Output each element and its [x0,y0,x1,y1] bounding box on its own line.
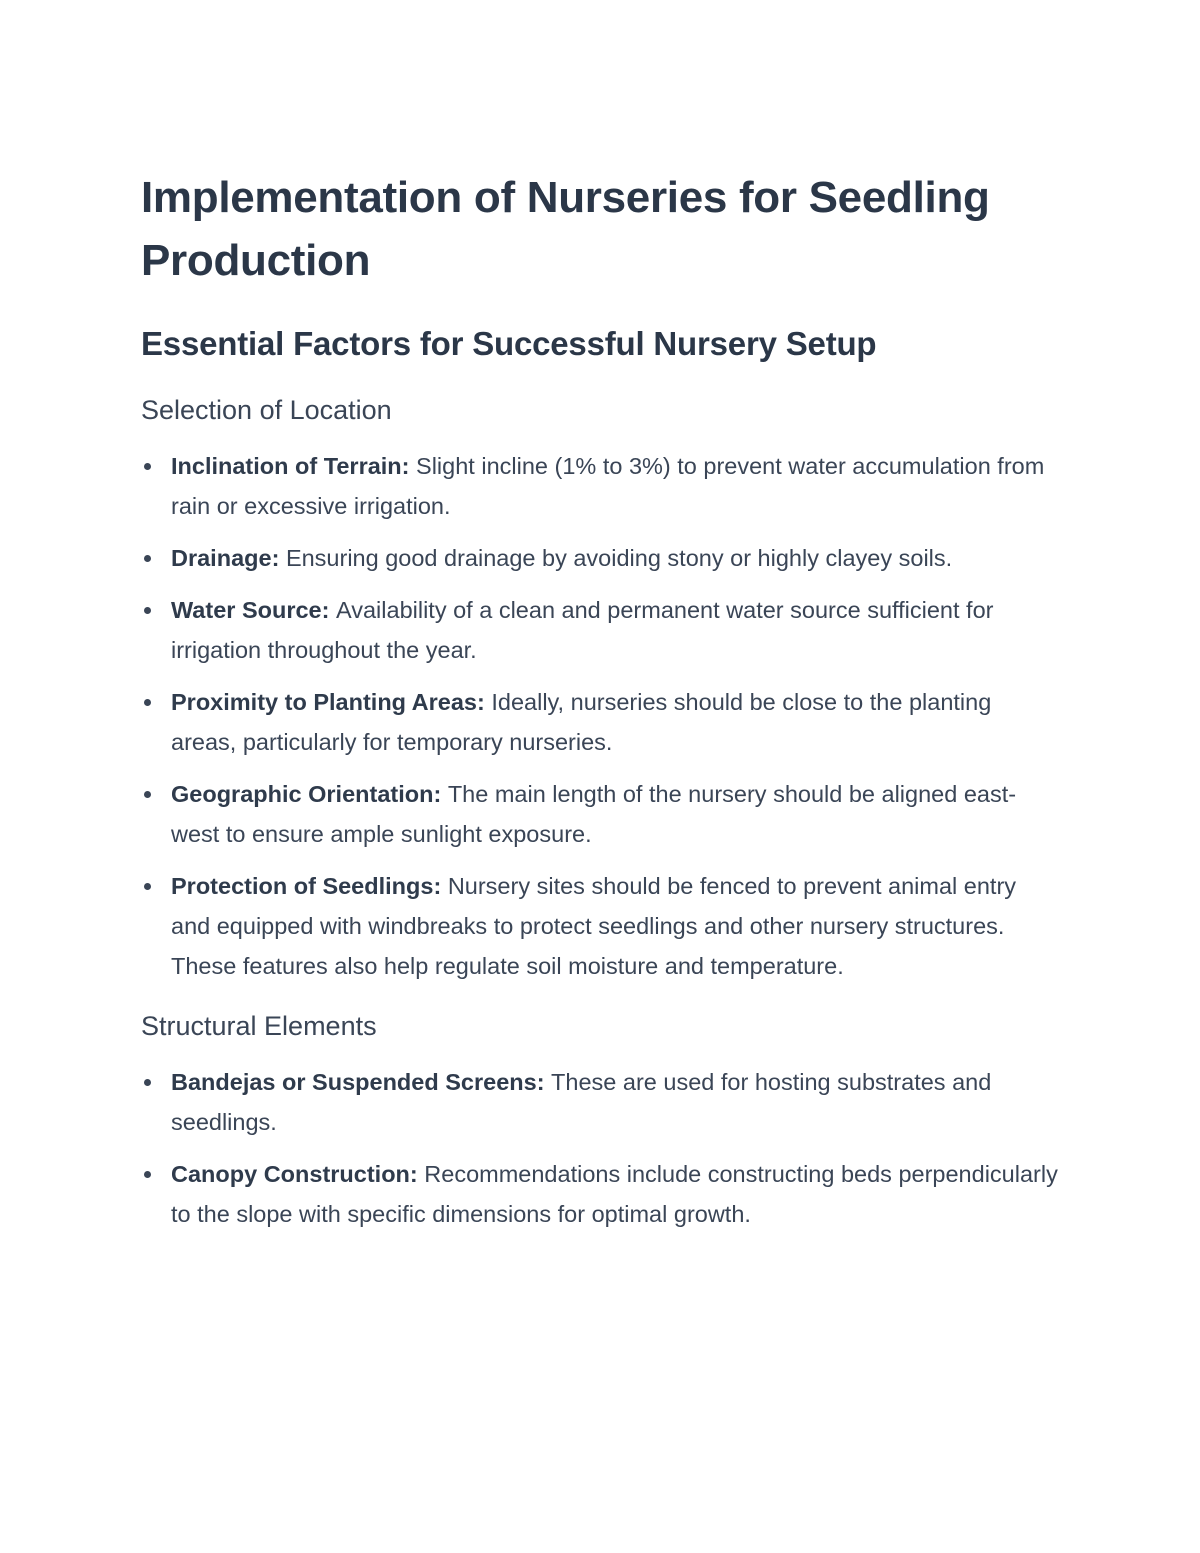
bullet-icon [144,699,151,706]
bullet-icon [144,1171,151,1178]
item-term: Protection of Seedlings [171,873,434,899]
item-term: Geographic Orientation [171,781,434,807]
list-item [141,774,1061,854]
subsection-heading-location: Selection of Location [141,395,392,425]
subsection-heading-structural: Structural Elements [141,1011,377,1041]
term-separator: : [401,453,417,479]
bullet-icon [144,791,151,798]
list-item [141,682,1061,762]
item-term: Bandejas or Suspended Screens [171,1069,537,1095]
list-item [141,866,1061,986]
item-term: Drainage [171,545,272,571]
section-heading: Essential Factors for Successful Nursery Setup [141,325,877,362]
bullet-icon [144,1079,151,1086]
item-text: Nursery sites should be fenced to prevent animal entry and equipped with windbreaks to protect seedlings and other nursery structures. These features also help regulate soil moisture and temperature. [171,873,1017,979]
item-term: Canopy Construction [171,1161,410,1187]
list-item [141,446,1061,526]
item-text: Recommendations include constructing beds perpendicularly to the slope with specific dimensions for optimal growth. [171,1161,1058,1227]
list-item [141,538,1061,578]
item-text: Ensuring good drainage by avoiding stony or highly clayey soils. [285,545,953,571]
term-separator: : [433,781,448,807]
list-item [141,1154,1061,1234]
item-term: Inclination of Terrain [171,453,402,479]
bullet-icon [144,883,151,890]
item-term: Water Source [171,597,322,623]
term-separator: : [477,689,492,715]
term-separator: : [536,1069,552,1095]
bullet-icon [144,555,151,562]
term-separator: : [409,1161,425,1187]
item-text: The main length of the nursery should be aligned east-west to ensure ample sunlight exposure. [171,781,1017,847]
term-separator: : [321,597,336,623]
structural-list [141,1062,1061,1234]
term-separator: : [433,873,448,899]
item-text: Slight incline (1% to 3%) to prevent water accumulation from rain or excessive irrigation. [171,453,1045,519]
item-text: Availability of a clean and permanent water source sufficient for irrigation throughout the year. [171,597,994,663]
bullet-icon [144,607,151,614]
item-text: These are used for hosting substrates and seedlings. [171,1069,992,1135]
list-item [141,1062,1061,1142]
item-term: Proximity to Planting Areas [171,689,478,715]
document-content [141,166,1061,1246]
location-list [141,446,1061,986]
term-separator: : [271,545,286,571]
list-item [141,590,1061,670]
item-text: Ideally, nurseries should be close to the planting areas, particularly for temporary nurseries. [171,689,992,755]
bullet-icon [144,463,151,470]
document-title: Implementation of Nurseries for Seedling Production [141,173,990,285]
